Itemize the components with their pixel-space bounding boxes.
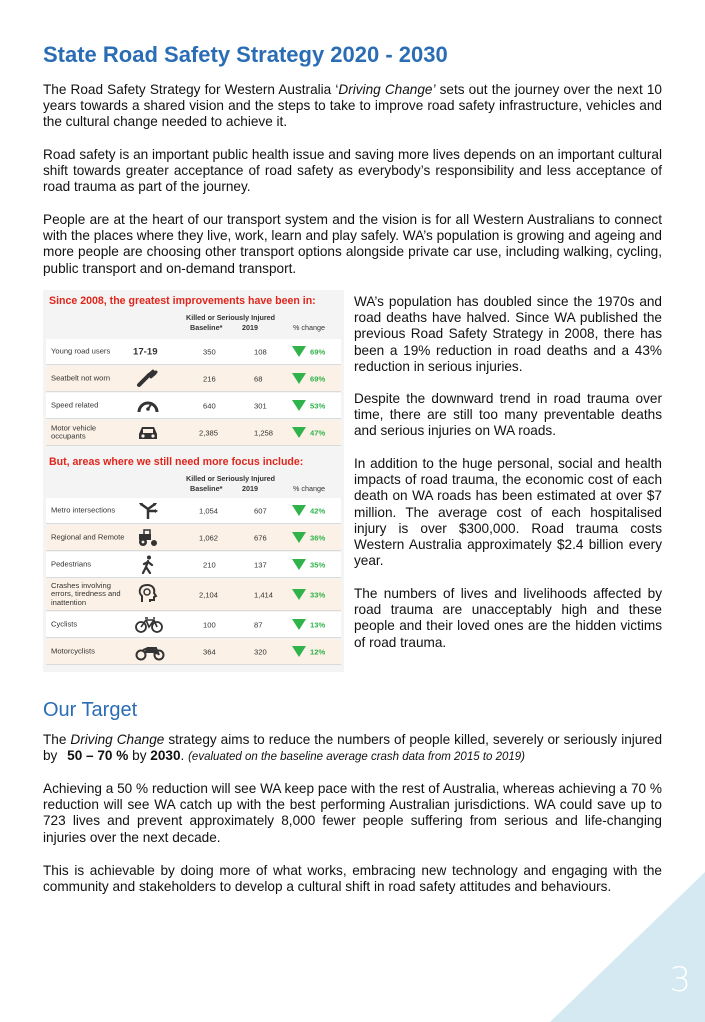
- baseline-value: 2,385: [199, 428, 219, 437]
- head-icon: [136, 584, 160, 603]
- row-label: Crashes involving errors, tiredness and inattention: [51, 580, 121, 607]
- right-paragraph-3: In addition to the huge personal, social and health impacts of road trauma, the economic cost of each death on WA roads has been estimated at over $7 million. The average cost of each hospitalised injury is over $300,000. Road trauma costs Western Australia approximately $2.4 billion every year.: [354, 456, 662, 569]
- row-label: Speed related: [51, 400, 99, 410]
- baseline-value: 364: [203, 647, 216, 656]
- page-number: 3: [669, 960, 691, 1000]
- baseline-value: 100: [203, 620, 216, 629]
- year-2019-value: 87: [254, 620, 263, 629]
- speedometer-icon: [136, 396, 160, 415]
- change-value: 47%: [310, 428, 326, 437]
- change-value: 42%: [310, 506, 326, 515]
- year-2019-value: 108: [254, 347, 267, 356]
- down-arrow-icon: [292, 505, 306, 516]
- change-column-header: % change: [293, 484, 325, 493]
- baseline-value: 210: [203, 560, 216, 569]
- row-label: Pedestrians: [51, 559, 92, 569]
- down-arrow-icon: [292, 619, 306, 630]
- change-value: 13%: [310, 620, 326, 629]
- intro-paragraph-1: The Road Safety Strategy for Western Australia ‘Driving Change’ sets out the journey over the next 10 years towards a shared vision and the steps to take to improve road safety infrastructure, vehicles and the cultural change needed to achieve it.: [43, 82, 662, 130]
- table-row: [46, 366, 341, 392]
- down-arrow-icon: [292, 646, 306, 657]
- focus-heading: But, areas where we still need more focus include:: [49, 456, 304, 468]
- road-trauma-infographic: [43, 290, 344, 672]
- intro-paragraph-3: People are at the heart of our transport system and the vision is for all Western Australians to connect with the places where they live, work, learn and play safely. WA’s population is growing and ageing and more people are choosing other transport options alongside private car use, including walking, cycling, public transport and on-demand transport.: [43, 212, 662, 276]
- row-label: Cyclists: [51, 619, 78, 629]
- down-arrow-icon: [292, 589, 306, 600]
- motorcycle-icon: [134, 642, 166, 661]
- right-paragraph-2: Despite the downward trend in road trauma over time, there are still too many preventable deaths and serious injuries on WA roads.: [354, 391, 662, 439]
- change-value: 33%: [310, 590, 326, 599]
- row-label: Seatbelt not worn: [51, 373, 111, 383]
- right-paragraph-1: WA’s population has doubled since the 1970s and road deaths have halved. Since WA published the previous Road Safety Strategy in 2008, there has been a 19% reduction in road deaths and a 43% reduction in serious injuries.: [354, 294, 662, 374]
- row-label: Young road users: [51, 346, 111, 356]
- down-arrow-icon: [292, 532, 306, 543]
- change-value: 36%: [310, 533, 326, 542]
- down-arrow-icon: [292, 400, 306, 411]
- baseline-value: 350: [203, 347, 216, 356]
- seatbelt-icon: [136, 369, 160, 388]
- ksi-column-header: Killed or Seriously Injured: [186, 313, 276, 322]
- car-icon: [136, 423, 160, 442]
- baseline-value: 1,054: [199, 506, 219, 515]
- intersection-icon: [136, 501, 160, 520]
- year-2019-value: 320: [254, 647, 267, 656]
- year-2019-value: 1,414: [254, 590, 274, 599]
- table-row: [46, 420, 341, 446]
- pedestrian-icon: [136, 555, 160, 574]
- table-row: [46, 525, 341, 551]
- year-2019-value: 676: [254, 533, 267, 542]
- row-label: Motor vehicle occupants: [51, 422, 97, 441]
- change-value: 12%: [310, 647, 326, 656]
- table-row: [46, 639, 341, 665]
- table-row: [46, 612, 341, 638]
- table-row: [46, 498, 341, 524]
- year-2019-value: 301: [254, 401, 267, 410]
- baseline-value: 1,062: [199, 533, 219, 542]
- year-2019-value: 1,258: [254, 428, 274, 437]
- target-paragraph-2: Achieving a 50 % reduction will see WA keep pace with the rest of Australia, whereas achieving a 70 % reduction will see WA catch up with the best performing Australian jurisdictions. WA could save up to 723 lives and prevent approximately 8,000 fewer people suffering from serious and life-changing injuries over the next decade.: [43, 781, 662, 845]
- down-arrow-icon: [292, 373, 306, 384]
- year-2019-value: 137: [254, 560, 267, 569]
- year-2019-value: 607: [254, 506, 267, 515]
- age-range-label: 17-19: [133, 346, 158, 357]
- down-arrow-icon: [292, 559, 306, 570]
- down-arrow-icon: [292, 346, 306, 357]
- table-row: [46, 393, 341, 419]
- baseline-value: 640: [203, 401, 216, 410]
- target-paragraph-3: This is achievable by doing more of what works, embracing new technology and engaging with the community and stakeholders to develop a cultural shift in road safety attitudes and behaviours.: [43, 863, 662, 895]
- row-label: Metro intersections: [51, 505, 116, 515]
- baseline-column-header: Baseline*: [190, 484, 223, 493]
- ksi-column-header: Killed or Seriously Injured: [186, 474, 276, 483]
- table-row: [46, 552, 341, 578]
- intro-paragraph-2: Road safety is an important public health issue and saving more lives depends on an important cultural shift towards greater acceptance of road safety as everybody’s responsibility and less acceptance of road trauma as part of the journey.: [43, 147, 662, 195]
- improvements-heading: Since 2008, the greatest improvements have been in:: [49, 295, 316, 307]
- down-arrow-icon: [292, 427, 306, 438]
- year-2019-column-header: 2019: [242, 323, 258, 332]
- change-value: 35%: [310, 560, 326, 569]
- change-value: 69%: [310, 374, 326, 383]
- baseline-value: 2,104: [199, 590, 219, 599]
- change-column-header: % change: [293, 323, 325, 332]
- target-heading: Our Target: [43, 699, 138, 721]
- table-row: [46, 579, 341, 611]
- page-title: State Road Safety Strategy 2020 - 2030: [43, 42, 448, 67]
- right-paragraph-4: The numbers of lives and livelihoods affected by road trauma are unacceptably high and these people and their loved ones are the hidden victims of road trauma.: [354, 586, 662, 650]
- target-paragraph-1: The Driving Change strategy aims to reduce the numbers of people killed, severely or seriously injured by 50 – 70 % by 2030. (evaluated on the baseline average crash data from 2015 to 2019): [43, 732, 663, 764]
- row-label: Regional and Remote: [51, 532, 125, 542]
- change-value: 53%: [310, 401, 326, 410]
- baseline-column-header: Baseline*: [190, 323, 223, 332]
- year-2019-value: 68: [254, 374, 263, 383]
- year-2019-column-header: 2019: [242, 484, 258, 493]
- tractor-icon: [136, 528, 160, 547]
- change-value: 69%: [310, 347, 326, 356]
- row-label: Motorcyclists: [51, 646, 95, 656]
- table-row: [46, 339, 341, 365]
- baseline-value: 216: [203, 374, 216, 383]
- bicycle-icon: [134, 615, 164, 634]
